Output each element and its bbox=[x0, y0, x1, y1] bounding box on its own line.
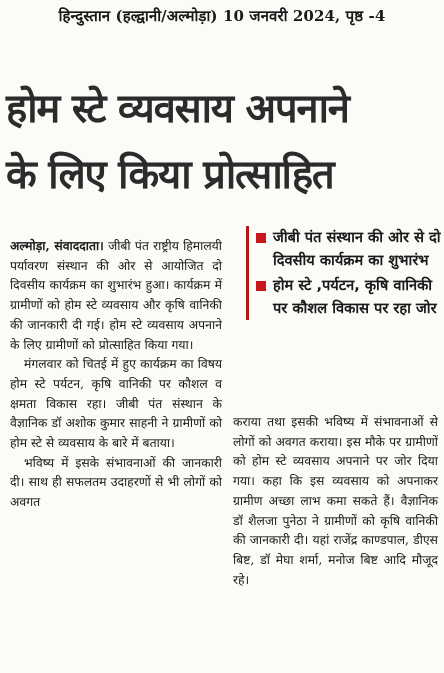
highlight-text: जीबी पंत संस्थान की ओर से दो दिवसीय कार्यक्रम का शुभारंभ bbox=[273, 229, 441, 269]
article-paragraph-1-text: जीबी पंत राष्ट्रीय हिमालयी पर्यावरण संस्थान की ओर से आयोजित दो दिवसीय कार्यक्रम का शुभारंभ हुआ। कार्यक्रम में ग्रामीणों को होम स्टे व्यवसाय और कृषि वानिकी की जानकारी दी गई। होम स्टे व्यवसाय अपनाने के लिए ग्रामीणों को प्रोत्साहित किया गया। bbox=[10, 239, 222, 352]
article-column-right bbox=[233, 413, 438, 590]
masthead: हिन्दुस्तान (हल्द्वानी/अल्मोड़ा) 10 जनवरी 2024, पृष्ठ -4 bbox=[58, 7, 386, 25]
article-paragraph-3: भविष्य में इसके संभावनाओं की जानकारी दी। साथ ही सफलतम उदाहरणों से भी लोगों को अवगत bbox=[10, 455, 222, 510]
highlight-item bbox=[249, 274, 441, 320]
highlights-box bbox=[246, 226, 441, 320]
headline bbox=[6, 76, 438, 208]
article-paragraph-4: कराया तथा इसकी भविष्य में संभावनाओं से लोगों को अवगत कराया। इस मौके पर ग्रामीणों को होम स्टे व्यवसाय अपनाने पर जोर दिया गया। कहा कि इस व्यवसाय को अपनाकर ग्रामीण अच्छा लाभ कमा सकते हैं। वैज्ञानिक डॉ शैलजा पुनेठा ने ग्रामीणों को कृषि वानिकी की जानकारी दी। यहां राजेंद्र काण्डपाल, डीएस बिष्ट, डॉ मेघा शर्मा, मनोज बिष्ट आदि मौजूद रहे। bbox=[233, 415, 438, 587]
square-bullet-icon bbox=[256, 233, 266, 243]
article-paragraph-1 bbox=[10, 236, 222, 355]
headline-line-1: होम स्टे व्यवसाय अपनाने bbox=[6, 86, 349, 132]
square-bullet-icon bbox=[256, 281, 266, 291]
dateline: अल्मोड़ा, संवाददाता। bbox=[10, 238, 104, 253]
highlight-text: होम स्टे ,पर्यटन, कृषि वानिकी पर कौशल विकास पर रहा जोर bbox=[273, 277, 437, 317]
highlight-item bbox=[249, 226, 441, 272]
headline-line-2: के लिए किया प्रोत्साहित bbox=[6, 152, 334, 198]
article-paragraph-2: मंगलवार को चितई में हुए कार्यक्रम का विषय होम स्टे पर्यटन, कृषि वानिकी पर कौशल व क्षमता विकास रहा। जीबी पंत संस्थान के वैज्ञानिक डॉ अशोक कुमार साहनी ने ग्रामीणों को होम स्टे से व्यवसाय के बारे में बताया। bbox=[10, 357, 222, 451]
article-column-left bbox=[10, 236, 222, 513]
